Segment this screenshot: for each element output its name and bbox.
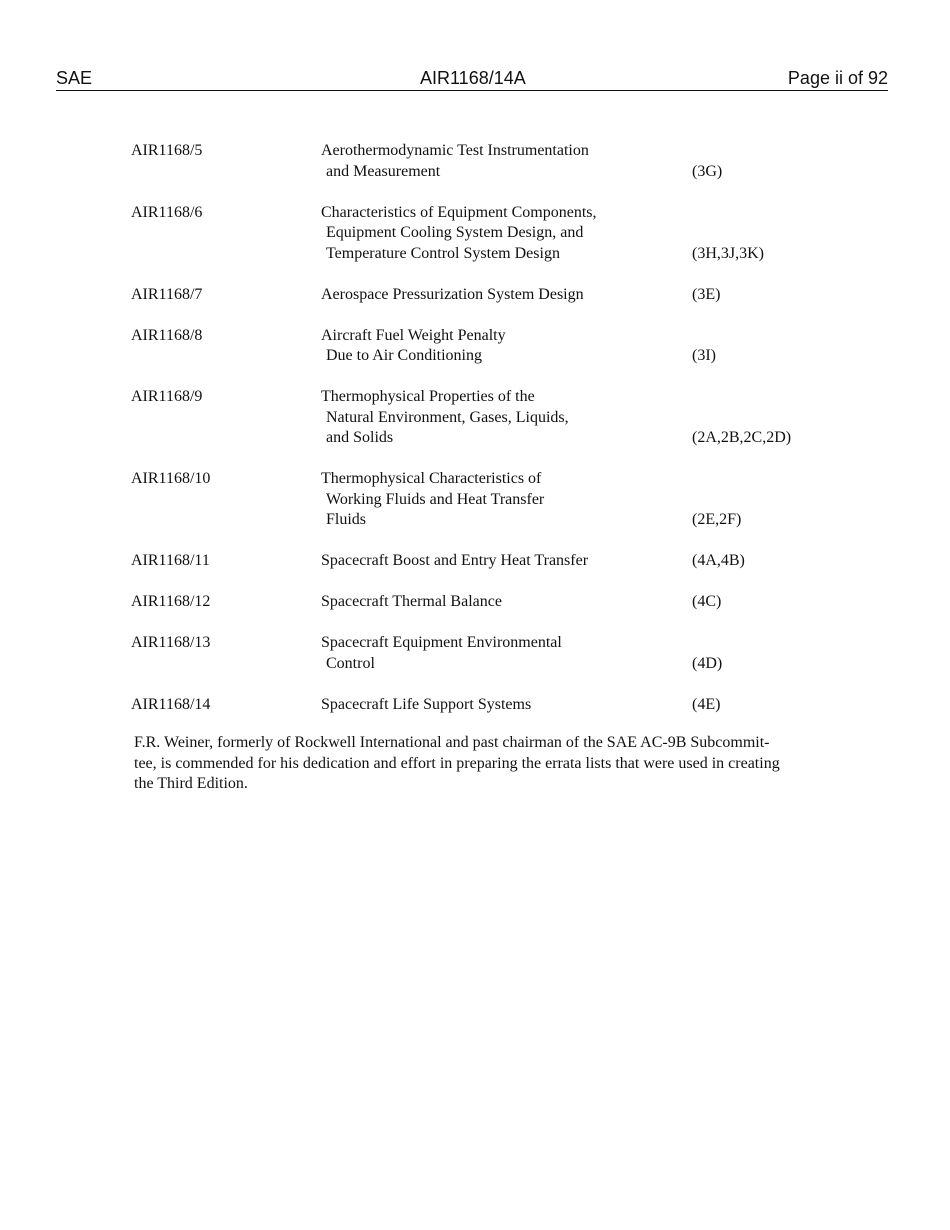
section-reference: (2E,2F): [692, 511, 742, 528]
document-code: AIR1168/11: [131, 552, 210, 569]
document-entry: [131, 387, 831, 449]
document-code: AIR1168/10: [131, 470, 211, 487]
document-code: AIR1168/7: [131, 285, 203, 303]
header-page-number: Page ii of 92: [787, 68, 888, 88]
document-entry: [131, 326, 831, 367]
document-entry: [131, 469, 831, 531]
section-reference: (3I): [692, 347, 716, 364]
document-entry: [131, 633, 831, 674]
paragraph-line: F.R. Weiner, formerly of Rockwell International and past chairman of the SAE AC-9B Subcommit-: [134, 734, 770, 751]
header-document-number: AIR1168/14A: [420, 68, 526, 88]
document-entry: [131, 592, 831, 613]
section-reference: (4E): [692, 695, 721, 713]
section-reference: (2A,2B,2C,2D): [692, 429, 792, 446]
acknowledgement-paragraph: [134, 733, 824, 795]
title-line: Aerothermodynamic Test Instrumentation: [321, 142, 589, 159]
document-list: [131, 141, 831, 736]
document-code: AIR1168/5: [131, 142, 203, 159]
paragraph-line: tee, is commended for his dedication and effort in preparing the errata lists that were used in creating: [134, 754, 780, 772]
title-line: Control: [326, 654, 375, 672]
title-line: Natural Environment, Gases, Liquids,: [326, 408, 569, 426]
title-line: Spacecraft Thermal Balance: [321, 593, 502, 610]
section-reference: (4A,4B): [692, 552, 745, 569]
section-reference: (3H,3J,3K): [692, 244, 764, 262]
title-line: Aircraft Fuel Weight Penalty: [321, 326, 506, 344]
document-code: AIR1168/13: [131, 634, 211, 651]
paragraph-line: the Third Edition.: [134, 775, 248, 792]
document-title: [321, 285, 661, 306]
section-reference: (4C): [692, 593, 722, 610]
title-line: Thermophysical Properties of the: [321, 388, 535, 405]
section-reference: (4D): [692, 654, 723, 672]
title-line: and Solids: [326, 429, 394, 446]
document-title: [321, 326, 661, 367]
title-line: Fluids: [326, 511, 367, 528]
section-reference: (3E): [692, 285, 721, 303]
title-line: Spacecraft Boost and Entry Heat Transfer: [321, 552, 589, 569]
document-entry: [131, 203, 831, 265]
page-header: [56, 68, 888, 91]
document-title: [321, 695, 661, 716]
document-title: [321, 551, 661, 572]
document-entry: [131, 695, 831, 716]
section-reference: (3G): [692, 162, 723, 180]
title-line: Due to Air Conditioning: [326, 347, 482, 364]
document-title: [321, 387, 661, 449]
title-line: Aerospace Pressurization System Design: [321, 285, 584, 303]
document-entry: [131, 285, 831, 306]
document-code: AIR1168/8: [131, 326, 203, 344]
title-line: and Measurement: [326, 162, 441, 180]
document-code: AIR1168/12: [131, 593, 211, 610]
document-title: [321, 469, 661, 531]
title-line: Thermophysical Characteristics of: [321, 470, 542, 487]
document-title: [321, 203, 661, 265]
title-line: Characteristics of Equipment Components,: [321, 203, 597, 221]
document-title: [321, 141, 661, 182]
document-code: AIR1168/9: [131, 388, 203, 405]
header-org: SAE: [56, 68, 93, 88]
document-title: [321, 633, 661, 674]
document-entry: [131, 551, 831, 572]
document-code: AIR1168/6: [131, 203, 203, 221]
title-line: Working Fluids and Heat Transfer: [326, 490, 545, 508]
title-line: Temperature Control System Design: [326, 244, 560, 262]
document-title: [321, 592, 661, 613]
title-line: Spacecraft Life Support Systems: [321, 695, 532, 713]
title-line: Spacecraft Equipment Environmental: [321, 634, 562, 651]
title-line: Equipment Cooling System Design, and: [326, 224, 584, 241]
document-entry: [131, 141, 831, 182]
document-code: AIR1168/14: [131, 695, 211, 713]
